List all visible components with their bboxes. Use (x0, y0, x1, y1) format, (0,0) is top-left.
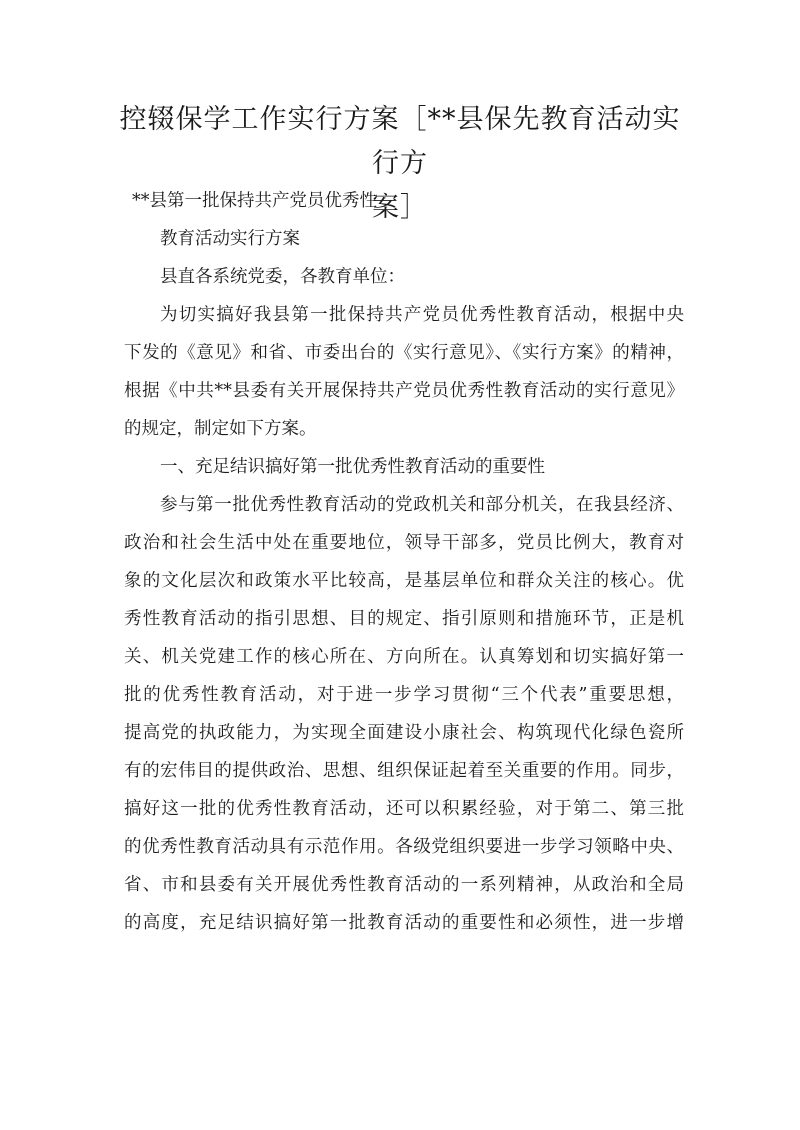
body-line: 的高度，充足结识搞好第一批教育活动的重要性和必须性，进一步增 (124, 913, 684, 933)
title-line-1: 控辍保学工作实行方案［**县保先教育活动实行方 (119, 104, 681, 179)
body-line: 教育活动实行方案 (160, 229, 300, 249)
body-line: 的规定，制定如下方案。 (124, 419, 317, 439)
body-line: 参与第一批优秀性教育活动的党政机关和部分机关，在我县经济、 (160, 495, 684, 515)
body-line: 关、机关党建工作的核心所在、方向所在。认真筹划和切实搞好第一 (124, 647, 684, 667)
body-line: 为切实搞好我县第一批保持共产党员优秀性教育活动，根据中央 (160, 305, 684, 325)
body-line: 一、充足结识搞好第一批优秀性教育活动的重要性 (160, 457, 545, 477)
body-line: 有的宏伟目的提供政治、思想、组织保证起着至关重要的作用。同步， (124, 761, 684, 781)
document-body (124, 182, 684, 942)
body-line: **县第一批保持共产党员优秀性 (132, 191, 377, 211)
body-line: 批的优秀性教育活动，对于进一步学习贯彻“三个代表”重要思想， (124, 685, 684, 705)
body-line: 提高党的执政能力，为实现全面建设小康社会、构筑现代化绿色瓷所 (124, 723, 684, 743)
body-line: 省、市和县委有关开展优秀性教育活动的一系列精神，从政治和全局 (124, 875, 684, 895)
body-line: 搞好这一批的优秀性教育活动，还可以积累经验，对于第二、第三批 (124, 799, 684, 819)
body-line: 象的文化层次和政策水平比较高，是基层单位和群众关注的核心。优 (124, 571, 684, 591)
body-line: 根据《中共**县委有关开展保持共产党员优秀性教育活动的实行意见》 (124, 381, 684, 401)
body-line: 的优秀性教育活动具有示范作用。各级党组织要进一步学习领略中央、 (124, 837, 684, 857)
body-line: 政治和社会生活中处在重要地位，领导干部多，党员比例大，教育对 (124, 533, 684, 553)
title-line-2: 案］ (372, 192, 428, 223)
body-line: 县直各系统党委，各教育单位： (160, 267, 405, 287)
body-line: 秀性教育活动的指引思想、目的规定、指引原则和措施环节，正是机 (124, 609, 684, 629)
body-line: 下发的《意见》和省、市委出台的《实行意见》、《实行方案》的精神， (124, 343, 684, 363)
